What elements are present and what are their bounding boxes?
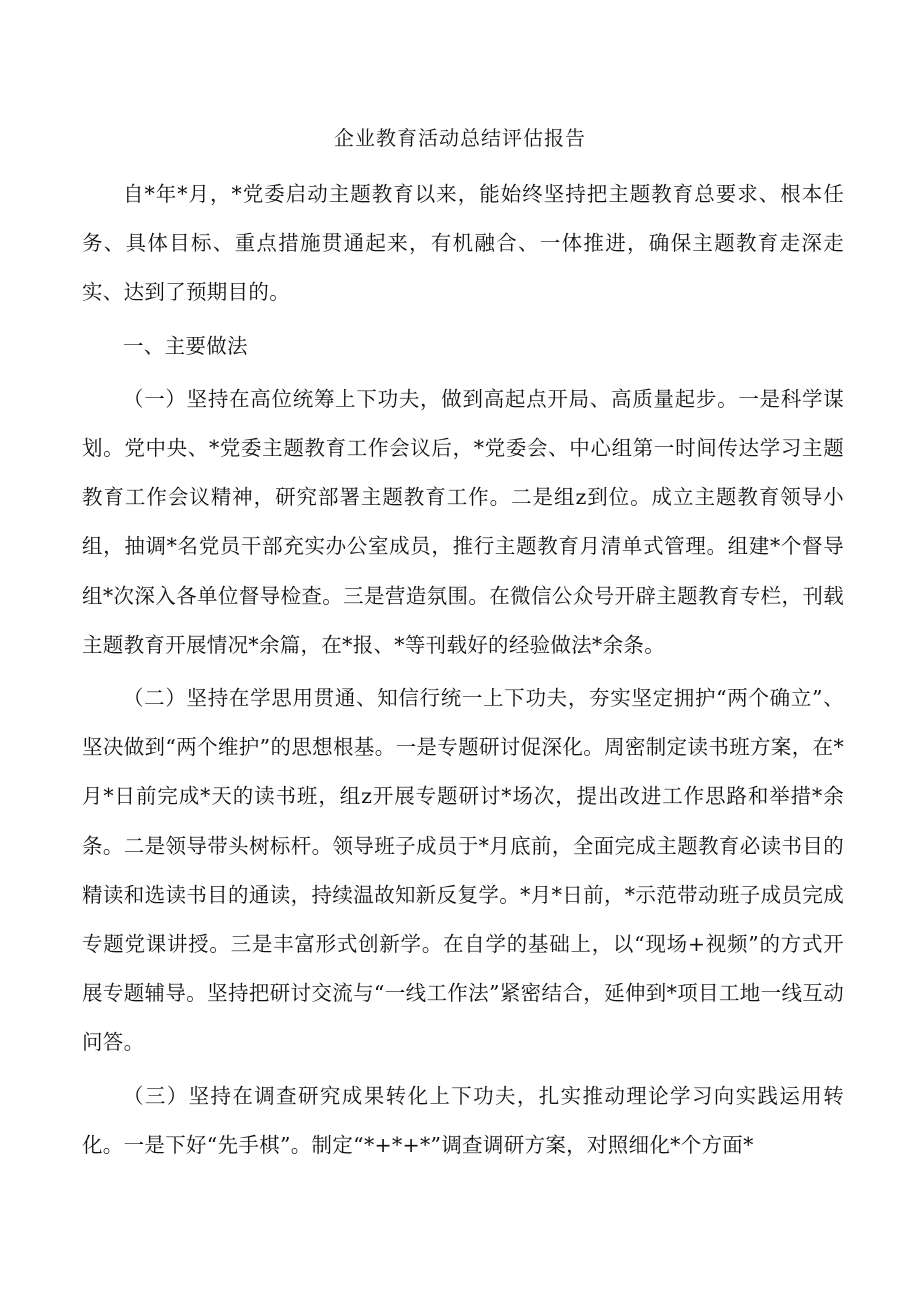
paragraph-3: （三）坚持在调查研究成果转化上下功夫，扎实推动理论学习向实践运用转化。一是下好“先手棋”。制定“*+*+*”调查调研方案，对照细化*个方面* xyxy=(82,1083,844,1157)
paragraph-2: （二）坚持在学思用贯通、知信行统一上下功夫，夯实坚定拥护“两个确立”、坚决做到“两个维护”的思想根基。一是专题研讨促深化。周密制定读书班方案，在*月*日前完成*天的读书班，组z开展专题研讨*场次，提出改进工作思路和举措*余条。二是领导带头树标杆。领导班子成员于*月底前，全面完成主题教育必读书目的精读和选读书目的通读，持续温故知新反复学。*月*日前，*示范带动班子成员完成专题党课讲授。三是丰富形式创新学。在自学的基础上，以“现场+视频”的方式开展专题辅导。坚持把研讨交流与“一线工作法”紧密结合，延伸到*项目工地一线互动问答。 xyxy=(82,686,844,1055)
document-title: 企业教育活动总结评估报告 xyxy=(334,126,586,150)
paragraph-1: （一）坚持在高位统筹上下功夫，做到高起点开局、高质量起步。一是科学谋划。党中央、*党委主题教育工作会议后，*党委会、中心组第一时间传达学习主题教育工作会议精神，研究部署主题教育工作。二是组z到位。成立主题教育领导小组，抽调*名党员干部充实办公室成员，推行主题教育月清单式管理。组建*个督导组*次深入各单位督导检查。三是营造氛围。在微信公众号开辟主题教育专栏，刊载主题教育开展情况*余篇，在*报、*等刊载好的经验做法*余条。 xyxy=(82,386,844,657)
intro-paragraph: 自*年*月，*党委启动主题教育以来，能始终坚持把主题教育总要求、根本任务、具体目标、重点措施贯通起来，有机融合、一体推进，确保主题教育走深走实、达到了预期目的。 xyxy=(82,182,844,305)
section-heading-main-practices: 一、主要做法 xyxy=(123,333,248,358)
document-body xyxy=(82,170,844,1170)
